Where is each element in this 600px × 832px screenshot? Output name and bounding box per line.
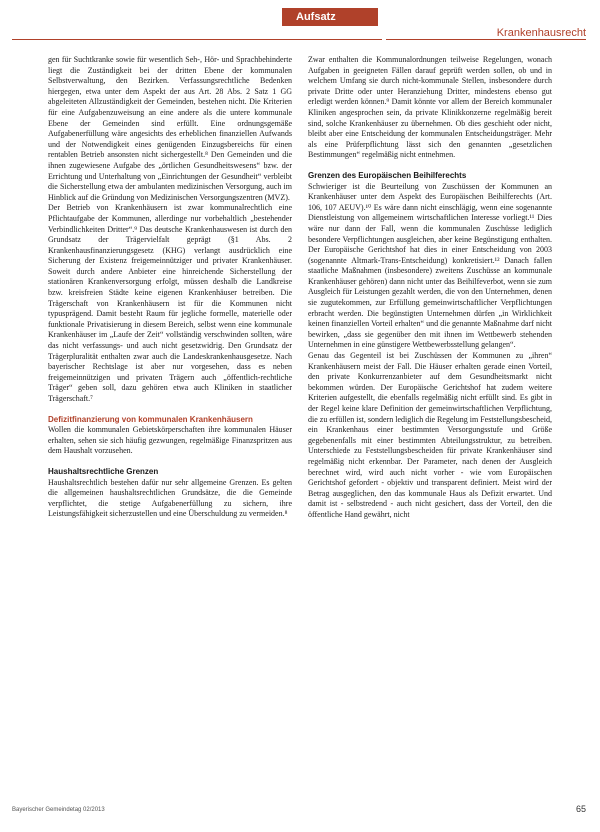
header-rule-right (386, 39, 586, 40)
spacer (48, 457, 292, 467)
section-heading: Haushaltsrechtliche Grenzen (48, 466, 159, 476)
body-paragraph: Der Betrieb von Krankenhäusern ist zwar kommunalrechtlich eine Pflichtaufgabe der Kommunen, allerdinge nur vorbehaltlich „bestehender Verbindlichkeiten Dritter“.⁹ Das deutsche Krankenhauswesen ist durch den Grundsatz der Trägervielfalt geprägt (§1 Abs. 2 Krankenhausfinanzierungsgesetz (KHG) verlangt ausdrücklich eine Sicherung der Existenz freigemeinnütziger und privater Krankenhäuser. Soweit durch andere Anbieter eine hinreichende Sicherstellung der stationären Krankenversorgung erfolgt, müssen deshalb die Landkreise bzw. kreisfreien Städte keine eigenen Krankenhäuser betreiben. Die Trägerschaft von Krankenhäusern ist für die Kommunen nicht typusprägend. Damit besteht Raum für jegliche formelle, materielle oder funktionale Privatisierung in diesem Bereich, selbst wenn eine kommunale Krankenhäuser im „Laufe der Zeit“ vollständig verschwinden sollten, wäre das nicht verfassungs- und auch nicht gesetzwidrig. Den Grundsatz der Trägerpluralität enthalten zwar auch die Landeskrankenhausgesetze. Nach bayerischer Rechtslage ist aber nur vorgesehen, dass es neben freigemeinnützigen und privaten Trägern auch „öffentlich-rechtliche Träger“ geben soll, dazu gehören etwa auch Kliniken in staatlicher Trägerschaft.⁷ (48, 203, 292, 403)
body-paragraph: Genau das Gegenteil ist bei Zuschüssen der Kommunen zu „ihren“ Krankenhäusern meist der Fall. Die Häuser erhalten gerade einen Vorteil, den private Konkurrenzanbieter auf dem Gesundheitsmarkt nicht bekommen würden. Der Europäische Gerichtshof hat zudem weitere Kriterien aufgestellt, die ebenfalls regelmäßig nicht erfüllt sind. Es gibt in der Regel keine klare Definition der gemeinwirtschaftlichen Verpflichtung, die zu erfüllen ist, sondern lediglich die Regelung im Feststellungsbescheid, ein Krankenhaus einer bestimmten Versorgungsstufe und Größe gegebenenfalls mit einer bestimmten Abteilungsstruktur, zu betreiben. Unterschiede zu Feststellungsbescheiden für private Krankenhäuser sind regelmäßig nicht erkennbar. Der Parameter, nach denen der Ausgleich berechnet wird, wird auch nicht vorher - wie vom Europäischen Gerichtshof gefordert - objektiv und transparent definiert. Meist wird der Betrag ausgeglichen, den das kommunale Haus als Defizit erwartet. Und damit ist - selbstredend - auch nicht gesichert, dass der Vorteil, den die öffentliche Hand gewährt, nicht (308, 351, 552, 519)
spacer (48, 405, 292, 415)
spacer (308, 161, 552, 171)
rubric-title: Krankenhausrecht (496, 27, 586, 39)
section-label: Aufsatz (282, 8, 378, 26)
body-paragraph: Zwar enthalten die Kommunalordnungen teilweise Regelungen, wonach Aufgaben in geeigneten Fällen darauf geprüft werden sollen, ob und in welchem Umfang sie durch nicht-kommunale Stellen, insbesondere durch private Dritte oder unter Heranziehung Dritter, mindestens ebenso gut erledigt werden können.⁹ Damit könnte vor allem der Bereich kommunaler Kliniken angesprochen sein, da private Klinikkonzerne regelmäßig bereit sind, solche Krankenhäuser zu übernehmen. Ob dies geschieht oder nicht, bleibt aber eine Entscheidung der kommunalen Entscheidungsträger. Mehr als eine Prüferpflichtung lässt sich den genannten „gesetzlichen Bestimmungen“ regelmäßig nicht entnehmen. (308, 55, 552, 160)
header-rule-left (12, 39, 382, 40)
right-text-column (308, 55, 552, 521)
section-heading: Grenzen des Europäischen Beihilferechts (308, 170, 467, 180)
body-paragraph: Wollen die kommunalen Gebietskörperschaften ihre kommunalen Häuser erhalten, sehen sie sich häufig gezwungen, regelmäßige Finanzspritzen aus dem Haushalt vorzusehen. (48, 425, 292, 456)
body-paragraph: Schwieriger ist die Beurteilung von Zuschüssen der Kommunen an Krankenhäuser unter dem Aspekt des Europäischen Beihilferechts (Art. 106, 107 AEUV).¹⁰ Es wäre dann nicht einschlägig, wenn eine sogenannte Dienstleistung von allgemeinem wirtschaftlichen Interesse vorliegt.¹¹ Dies wäre nur dann der Fall, wenn die kommunalen Zuschüsse lediglich besondere Verpflichtungen ausgleichen, aber keine Begünstigung enthalten. Der Europäische Gerichtshof hat dies in einer Entscheidung von 2003 (sogenannte Altmark-Trans-Entscheidung) konkretisiert.¹² Danach fallen staatliche Maßnahmen (insbesondere) zweitens Zuschüsse an kommunale Krankenhäuser gehören) dann nicht unter das Beihilfeverbot, wenn sie zum Ausgleich für Leistungen gezahlt werden, die von den Unternehmen, denen sie zugutekommen, zur Erfüllung gemeinwirtschaftlicher Verpflichtungen erbracht werden. Die begünstigten Unternehmen dürfen „in Wirklichkeit keinen finanziellen Vorteil erhalten“ und die genannte Maßnahme darf nicht bewirken, „dass sie gegenüber den mit ihnen im Wettbewerb stehenden Unternehmen in eine günstigere Wettbewerbsstellung gelangen“. (308, 181, 552, 350)
running-header (0, 0, 600, 40)
left-text-column (48, 55, 292, 520)
page-number: 65 (575, 804, 586, 814)
body-paragraph: gen für Suchtkranke sowie für wesentlich Seh-, Hör- und Sprachbehinderte liegt die Zuständigkeit bei der dritten Ebene der kommunalen Selbstverwaltung, den Bezirken. Verfassungsrechtliche Bedenken hiergegen, etwa unter dem Aspekt der aus Art. 28 Abs. 2 Satz 1 GG abgeleiteten Allzuständigkeit der Gemeinden, bestehen nicht. Die Kriterien für eine Aufgabenzuweisung an eine andere als die untere kommunale Ebene der Gemeinden sind erfüllt. Eine ordnungsgemäße Aufgabenerfüllung wäre angesichts des erheblichen finanziellen Aufwands und der Notwendigkeit eines genügenden Einzugsbereichs für einen rentablen Betrieb ansonsten nicht sichergestellt.⁸ Den Gemeinden und die ihnen zugewiesene Aufgabe des „örtlichen Gesundheitswesens“ bzw. der Errichtung und Unterhaltung von „Einrichtungen der Gesundheit“ verbleibt die Sicherstellung etwa der ambulanten medizinischen Versorgung, auch im Hinblick auf die Gründung von Medizinischen Versorgungszentren (MVZ). (48, 55, 292, 202)
footer-source: Bayerischer Gemeindetag 02/2013 (12, 807, 105, 813)
section-heading: Defizitfinanzierung von kommunalen Krankenhäusern (48, 414, 253, 424)
body-paragraph: Haushaltsrechtlich bestehen dafür nur sehr allgemeine Grenzen. Es gelten die allgemeinen haushaltsrechtlichen Grundsätze, die die Gemeinde verpflichtet, die stetige Aufgabenerfüllung zu sichern, ihre Leistungsfähigkeit sicherzustellen und eine Überschuldung zu vermeiden.⁸ (48, 477, 292, 519)
